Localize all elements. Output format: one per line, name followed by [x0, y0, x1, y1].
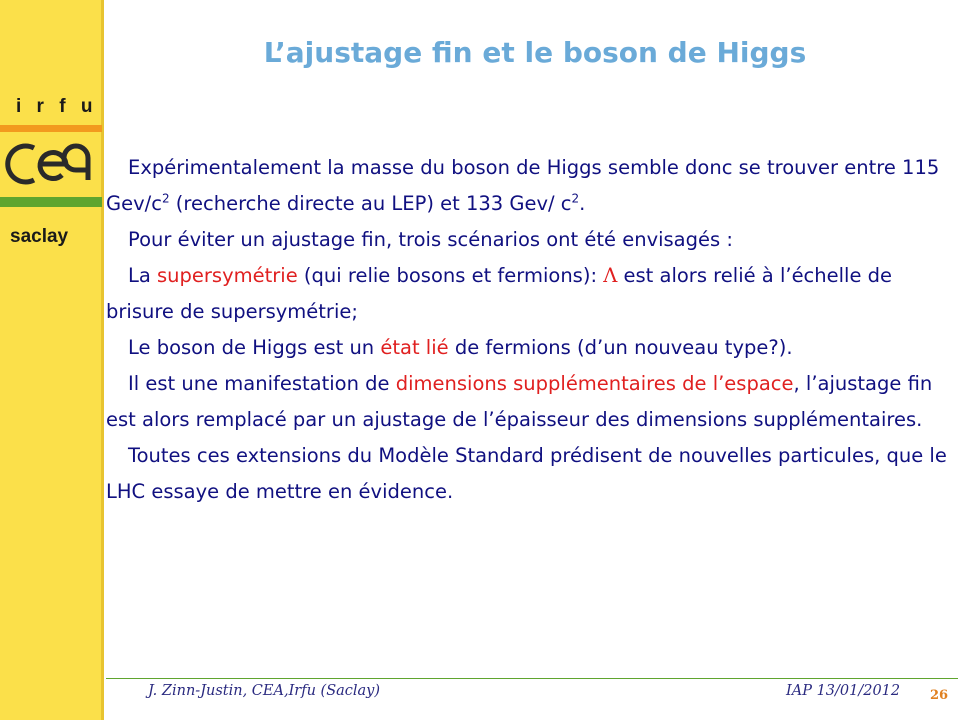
paragraph-text: de fermions (d’un nouveau type?).	[448, 336, 793, 359]
paragraph-text: Expérimentalement la masse du boson de Higgs semble donc se trouver entre 115 Gev/c	[106, 156, 940, 215]
lambda-symbol: Λ	[603, 264, 618, 287]
paragraph-bound-state	[106, 330, 954, 366]
slide-title: L’ajustage fin et le boson de Higgs	[263, 36, 807, 69]
green-bar	[0, 197, 102, 207]
paragraph-text: Il est une manifestation de	[128, 372, 396, 395]
cea-logo	[4, 138, 100, 194]
slide-body	[106, 150, 954, 510]
paragraph-higgs-mass	[106, 150, 954, 222]
irfu-label: i r f u	[16, 96, 98, 117]
paragraph-extra-dimensions	[106, 366, 954, 438]
sidebar-edge	[101, 0, 104, 720]
highlight-text: supersymétrie	[157, 264, 298, 287]
highlight-text: dimensions supplémentaires de l’espace	[395, 372, 794, 395]
paragraph-text: est alors relié à l’échelle de brisure de supersymétrie;	[106, 264, 893, 323]
superscript: 2	[571, 191, 580, 206]
paragraph-supersymmetry	[106, 258, 954, 330]
highlight-text: état lié	[380, 336, 449, 359]
paragraph-text: Le boson de Higgs est un	[128, 336, 381, 359]
page-number: 26	[930, 688, 949, 703]
paragraph-text: .	[579, 192, 586, 215]
paragraph-text: (qui relie bosons et fermions):	[297, 264, 604, 287]
orange-bar	[0, 125, 102, 132]
paragraph-text: , l’ajustage fin est alors remplacé par un ajustage de l’épaisseur des dimensions supplémentaires.	[106, 372, 933, 431]
paragraph-text: (recherche directe au LEP) et 133 Gev/ c	[169, 192, 572, 215]
footer-divider	[106, 678, 958, 679]
footer-author: J. Zinn-Justin, CEA,Irfu (Saclay)	[148, 683, 381, 699]
saclay-label: saclay	[10, 226, 69, 247]
paragraph-scenarios: Pour éviter un ajustage fin, trois scénarios ont été envisagés :	[128, 228, 733, 251]
paragraph-extensions: Toutes ces extensions du Modèle Standard prédisent de nouvelles particules, que le LHC essaye de mettre en évidence.	[106, 444, 947, 503]
footer-date: IAP 13/01/2012	[786, 683, 901, 699]
superscript: 2	[161, 191, 170, 206]
paragraph-text: La	[128, 264, 158, 287]
